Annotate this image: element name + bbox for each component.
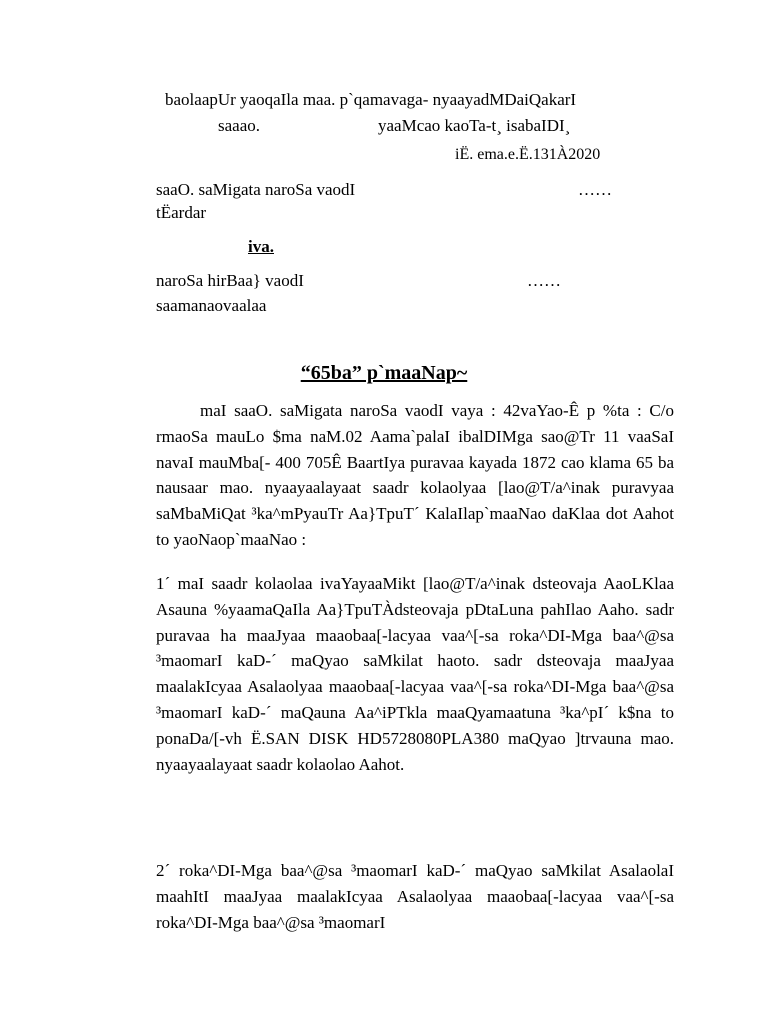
respondent-role: saamanaovaalaa [156, 296, 267, 315]
versus-label: iva. [248, 237, 274, 256]
court-header-line2-right: yaaMcao kaoTa-t¸ isabaIDI¸ [378, 116, 571, 135]
complainant-dots: …… [578, 180, 612, 199]
court-header-line2-left: saaao. [218, 116, 261, 135]
court-header-line1: baolaapUr yaoqaIla maa. p`qamavaga- nyaayadMDaiQakarI [165, 90, 577, 109]
case-number: iË. ema.e.Ë.131À2020 [455, 146, 601, 163]
document-title: “65ba” p`maaNap~ [300, 362, 468, 384]
respondent-dots: …… [527, 271, 561, 290]
paragraph-1: 1´ maI saadr kolaolaa ivaYayaaMikt [lao@T/a^inak dsteovaja AaoLKlaa Asauna %yaamaQaIla Aa}TpuTÀdsteovaja pDtaLuna pahIlao Aaho. sadr puravaa ha maaJyaa maaobaa[-lacyaa vaa^[-sa roka^DI-Mga baa^@sa ³maomarI kaD-´ maQyao saMkilat haoto. sadr dsteovaja maaJyaa maalakIcyaa Asalaolyaa maaobaa[-lacyaa vaa^[-sa roka^DI-Mga baa^@sa ³maomarI kaD-´ maQauna Aa^iPTkla maaQyamaatuna ³ka^pI´ k$na to ponaDa/[-vh Ë.SAN DISK HD5728080PLA380 maQyao ]trvauna mao. nyaayaalayaat saadr kolaolao Aahot. [156, 574, 674, 774]
complainant-name: saaO. saMigata naroSa vaodI [156, 180, 356, 199]
paragraph-intro: maI saaO. saMigata naroSa vaodI vaya : 42vaYao-Ê p %ta : C/o rmaoSa mauLo $ma naM.02 Aama`palaI ibalDIMga sao@Tr 11 vaaSaI navaI mauMba[- 400 705Ê BaartIya puravaa kayada 1872 cao klama 65 ba nausaar mao. nyaayaalayaat saadr kolaolyaa [lao@T/a^inak puravyaa saMbaMiQat ³ka^mPyauTr Aa}TpuT´ KalaIlap`maaNao daKlaa dot Aahot to yaoNaop`maaNao : [156, 401, 674, 549]
paragraph-2: 2´ roka^DI-Mga baa^@sa ³maomarI kaD-´ maQyao saMkilat AsalaolaI maahItI maaJyaa maalakIcyaa Asalaolyaa maaobaa[-lacyaa vaa^[-sa roka^DI-Mga baa^@sa ³maomarI [156, 861, 674, 932]
complainant-role: tËardar [156, 203, 207, 222]
respondent-name: naroSa hirBaa} vaodI [156, 271, 304, 290]
